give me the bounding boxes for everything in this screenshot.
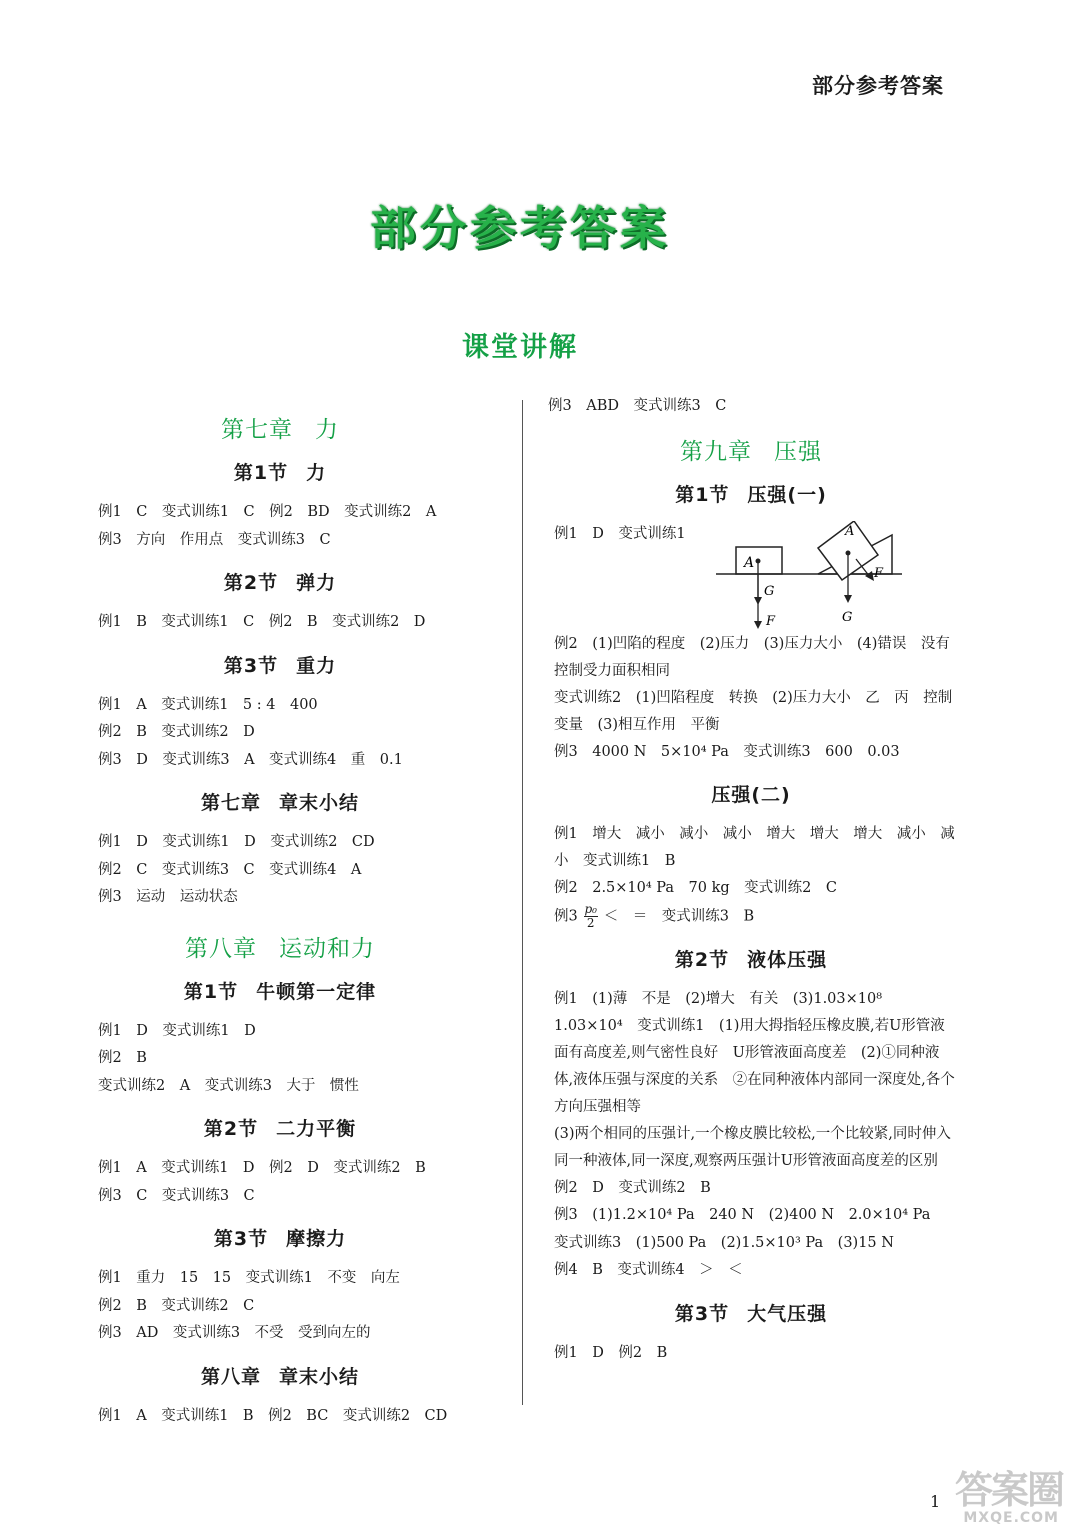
block-label: A bbox=[744, 554, 755, 571]
section-heading: 第八章 章末小结 bbox=[200, 1365, 360, 1388]
answer-line: 例2 B bbox=[98, 1050, 147, 1066]
section-heading: 第3节 重力 bbox=[223, 654, 337, 677]
answer-line: 变式训练2 (1)凹陷程度 转换 (2)压力大小 乙 丙 控制变量 (3)相互作用 平衡 bbox=[554, 689, 953, 733]
watermark-logo: 答案圈 MXQE.COM bbox=[955, 1468, 1064, 1526]
section-heading: 第1节 牛顿第一定律 bbox=[183, 980, 377, 1003]
answer-line: (3)两个相同的压强计,一个橡皮膜比较松,一个比较紧,同时伸入同一种液体,同一深度,观察两压强计U形管液面高度差的区别 bbox=[554, 1125, 951, 1169]
answer-line: 例1 重力 15 15 变式训练1 不变 向左 bbox=[98, 1270, 400, 1286]
answer-line: 例4 B 变式训练4 ＞ ＜ bbox=[554, 1262, 743, 1278]
answer-line: 例1 D 变式训练1 D bbox=[98, 1022, 256, 1039]
fraction: $\frac{\text{p₀}}{2}$ bbox=[584, 901, 597, 930]
answer-line: 例3 AD 变式训练3 不受 受到向左的 bbox=[98, 1325, 371, 1341]
answer-line: 变式训练3 (1)500 Pa (2)1.5×10³ Pa (3)15 N bbox=[554, 1234, 894, 1251]
answer-line: 例2 C 变式训练3 C 变式训练4 A bbox=[98, 861, 362, 878]
page-title: 部分参考答案 bbox=[370, 201, 670, 255]
answer-line: 例1 A 变式训练1 B 例2 BC 变式训练2 CD bbox=[98, 1407, 448, 1424]
answer-line: 例3 ABD 变式训练3 C bbox=[548, 398, 727, 414]
chapter-heading: 第九章 压强 bbox=[680, 438, 822, 465]
answer-line: 变式训练2 A 变式训练3 大于 惯性 bbox=[98, 1077, 359, 1094]
answer-line: 例1 B 变式训练1 C 例2 B 变式训练2 D bbox=[98, 614, 426, 630]
section-heading: 第3节 摩擦力 bbox=[213, 1228, 347, 1250]
figure-row bbox=[546, 521, 956, 631]
answer-line: 例3 C 变式训练3 C bbox=[98, 1187, 255, 1204]
running-header: 部分参考答案 bbox=[812, 74, 944, 98]
answer-line: 例1 D 例2 B bbox=[554, 1344, 668, 1361]
answer-line: 例1 A 变式训练1 5 : 4 400 bbox=[98, 696, 318, 713]
answer-line: 例1 D 变式训练1 bbox=[554, 525, 686, 542]
chapter-heading: 第八章 运动和力 bbox=[185, 935, 375, 962]
force-diagram bbox=[714, 521, 904, 631]
answer-line: 例1 D 变式训练1 D 变式训练2 CD bbox=[98, 834, 375, 850]
section-heading: 第1节 压强(一) bbox=[675, 483, 827, 506]
chapter-heading: 第七章 力 bbox=[221, 417, 339, 443]
gravity-label: G bbox=[764, 583, 775, 599]
answer-line bbox=[546, 903, 956, 931]
page-subtitle: 课堂讲解 bbox=[462, 332, 578, 363]
answer-line: 例2 2.5×10⁴ Pa 70 kg 变式训练2 C bbox=[554, 880, 838, 896]
example-label: 例3 bbox=[554, 908, 578, 924]
answer-text: ＜ ＝ 变式训练3 B bbox=[603, 908, 755, 924]
block-label: A bbox=[845, 523, 855, 539]
answer-line: 例3 运动 运动状态 bbox=[98, 889, 238, 905]
left-column bbox=[90, 393, 470, 1430]
answer-line: 例2 B 变式训练2 C bbox=[98, 1297, 255, 1314]
answer-line: 例2 B 变式训练2 D bbox=[98, 724, 255, 740]
section-heading: 第2节 液体压强 bbox=[674, 948, 828, 971]
right-column bbox=[546, 393, 956, 1367]
force-label: F bbox=[766, 613, 776, 629]
answer-line: 例1 增大 减小 减小 减小 增大 增大 增大 减小 减小 变式训练1 B bbox=[554, 826, 955, 869]
section-heading: 第3节 大气压强 bbox=[674, 1302, 828, 1325]
answer-line: 例3 4000 N 5×10⁴ Pa 变式训练3 600 0.03 bbox=[554, 743, 900, 760]
page-number: 1 bbox=[930, 1492, 941, 1511]
answer-line: 例1 C 变式训练1 C 例2 BD 变式训练2 A bbox=[98, 504, 437, 520]
answer-line: 例3 方向 作用点 变式训练3 C bbox=[98, 531, 331, 548]
answer-line: 例1 (1)薄 不是 (2)增大 有关 (3)1.03×10⁸ 1.03×10⁴ 变式训练1 (1)用大拇指轻压橡皮膜,若U形管液面有高度差,则气密性良好 U形管液面高度差 (2)①同种液体,液体压强与深度的关系 ②在同种液体内部同一深度处,各个方向压强相等 bbox=[554, 990, 955, 1115]
section-heading: 第2节 弹力 bbox=[223, 572, 337, 594]
section-heading: 第2节 二力平衡 bbox=[203, 1118, 357, 1140]
section-heading: 第七章 章末小结 bbox=[200, 792, 360, 814]
gravity-label: G bbox=[842, 609, 853, 625]
section-heading: 第1节 力 bbox=[233, 462, 327, 484]
column-divider bbox=[522, 400, 523, 1405]
answer-line: 例2 D 变式训练2 B bbox=[554, 1179, 711, 1196]
answer-line: 例3 D 变式训练3 A 变式训练4 重 0.1 bbox=[98, 751, 403, 768]
section-heading: 压强(二) bbox=[711, 784, 791, 806]
answer-line: 例3 (1)1.2×10⁴ Pa 240 N (2)400 N 2.0×10⁴ Pa bbox=[554, 1207, 931, 1223]
answer-line: 例2 (1)凹陷的程度 (2)压力 (3)压力大小 (4)错误 没有控制受力面积相同 bbox=[554, 635, 950, 679]
answer-line: 例1 A 变式训练1 D 例2 D 变式训练2 B bbox=[98, 1160, 426, 1176]
force-label: F bbox=[874, 565, 884, 581]
